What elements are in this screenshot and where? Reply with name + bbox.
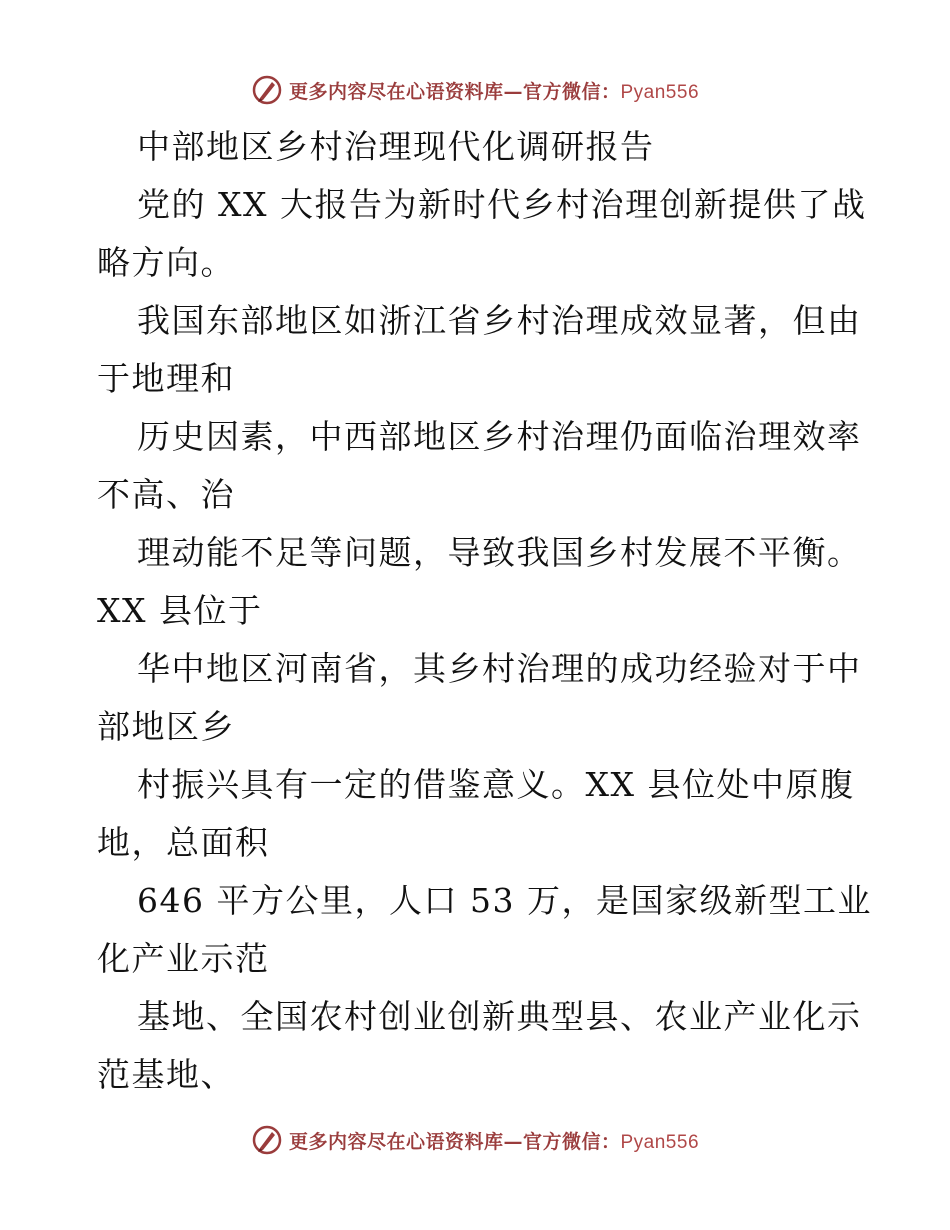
banner-text-cn: 更多内容尽在心语资料库—官方微信： — [288, 80, 621, 103]
paragraph-line: 于地理和 — [97, 359, 235, 398]
paragraph-line: 范基地、 — [97, 1055, 235, 1094]
paragraph-line: 村振兴具有一定的借鉴意义。XX 县位处中原腹 — [137, 765, 855, 804]
paragraph-line: 历史因素，中西部地区乡村治理仍面临治理效率 — [137, 417, 862, 456]
paragraph-line: 地，总面积 — [97, 823, 270, 862]
banner-wechat-id: Pyan556 — [620, 81, 700, 103]
paragraph-line: 我国东部地区如浙江省乡村治理成效显著，但由 — [137, 301, 862, 340]
paragraph-line: 基地、全国农村创业创新典型县、农业产业化示 — [137, 997, 862, 1036]
banner-wechat-id: Pyan556 — [620, 1131, 700, 1153]
paragraph-line: 华中地区河南省，其乡村治理的成功经验对于中 — [137, 649, 862, 688]
paragraph-line: 略方向。 — [97, 243, 235, 282]
paragraph-line: 党的 XX 大报告为新时代乡村治理创新提供了战 — [137, 185, 867, 224]
paragraph-line: 化产业示范 — [97, 939, 270, 978]
paragraph-line: XX 县位于 — [97, 591, 263, 630]
paragraph-line: 不高、治 — [97, 475, 235, 514]
pen-logo-icon — [251, 1124, 283, 1156]
document-title: 中部地区乡村治理现代化调研报告 — [137, 127, 655, 166]
pen-logo-icon — [251, 74, 283, 106]
banner-text-cn: 更多内容尽在心语资料库—官方微信： — [288, 1130, 621, 1153]
footer-banner — [0, 1120, 950, 1160]
header-banner — [0, 70, 950, 110]
banner-text — [289, 77, 699, 104]
banner-text — [289, 1127, 699, 1154]
paragraph-line: 理动能不足等问题，导致我国乡村发展不平衡。 — [137, 533, 862, 572]
paragraph-line: 646 平方公里，人口 53 万，是国家级新型工业 — [137, 881, 872, 920]
paragraph-line: 部地区乡 — [97, 707, 235, 746]
document-body — [97, 118, 872, 1104]
